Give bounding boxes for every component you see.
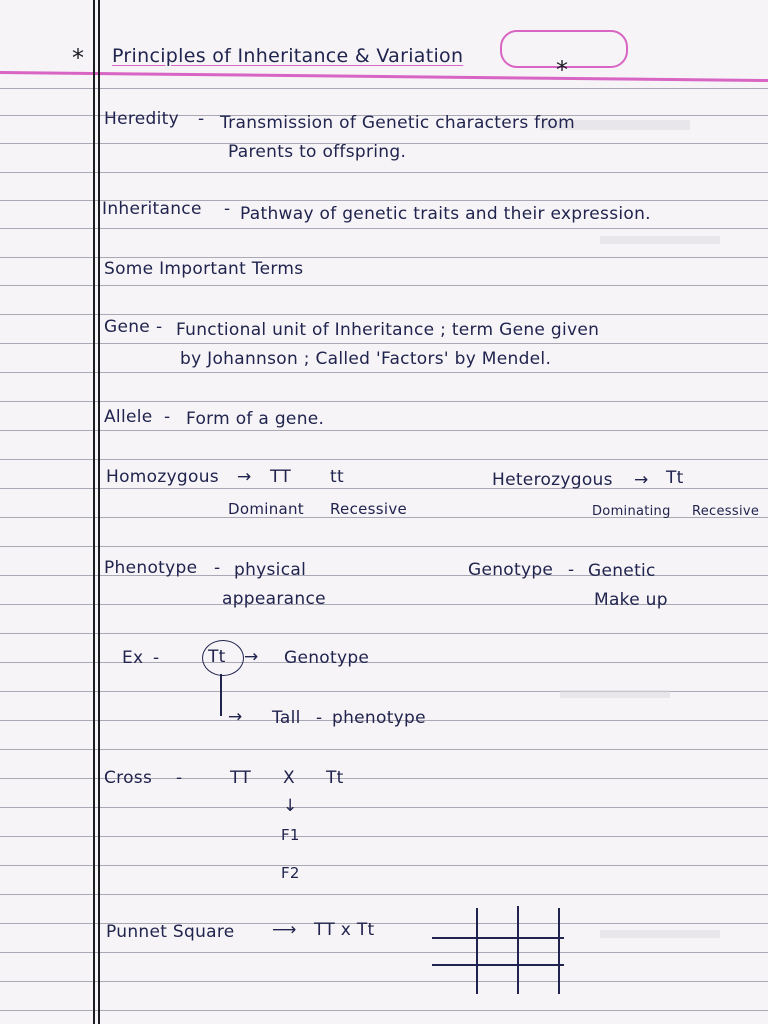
ruled-line (0, 228, 768, 229)
inheritance-definition: Pathway of genetic traits and their expression. (240, 204, 651, 224)
ruled-line (0, 401, 768, 402)
ruled-line (0, 749, 768, 750)
arrow-right-icon: → (244, 647, 259, 667)
ruled-line (0, 372, 768, 373)
grid-line (558, 908, 560, 994)
dash: - (176, 768, 183, 788)
allele-definition: Form of a gene. (186, 409, 325, 429)
dash: - (153, 648, 160, 668)
homozygous-recessive-label: Recessive (330, 500, 408, 518)
grid-line (432, 964, 564, 966)
dash: - (156, 317, 163, 337)
phenotype-definition: physical (234, 560, 307, 580)
gene-term: Gene (104, 317, 151, 337)
ruled-line (0, 488, 768, 489)
genotype-definition: Genetic (588, 561, 656, 581)
grid-line (517, 906, 519, 994)
heredity-definition-cont: Parents to offspring. (228, 142, 407, 162)
heredity-term: Heredity (104, 109, 179, 129)
example-phenotype-label: Tall (272, 708, 301, 728)
example-genotype-label: Genotype (284, 648, 370, 668)
homozygous-recessive-genotype: tt (330, 467, 344, 487)
genotype-term: Genotype (468, 560, 554, 580)
dash: - (568, 560, 575, 580)
ruled-line (0, 1010, 768, 1011)
dash: - (198, 109, 205, 129)
star-icon: * (556, 56, 568, 84)
ruled-line (0, 88, 768, 89)
dash: - (214, 558, 221, 578)
ruled-line (0, 285, 768, 286)
dash: - (224, 199, 231, 219)
homozygous-dominant-genotype: TT (270, 467, 292, 487)
ruled-line (0, 865, 768, 866)
star-icon: * (72, 44, 84, 72)
heterozygous-genotype: Tt (666, 468, 684, 488)
inheritance-term: Inheritance (102, 199, 202, 219)
example-genotype-value: Tt (208, 647, 226, 667)
ruled-line (0, 952, 768, 953)
cross-parent1: TT (230, 768, 252, 788)
heterozygous-recessive-label: Recessive (692, 504, 760, 519)
bleed-through-mark (600, 236, 720, 244)
heterozygous-label: Heterozygous (492, 470, 613, 490)
allele-term: Allele (104, 407, 153, 427)
heterozygous-dominant-label: Dominating (592, 504, 671, 519)
grid-line (432, 937, 564, 939)
pink-header-line (0, 71, 768, 82)
ruled-line (0, 343, 768, 344)
arrow-right-icon: → (228, 707, 243, 727)
homozygous-label: Homozygous (106, 467, 219, 487)
bleed-through-mark (600, 930, 720, 938)
homozygous-dominant-label: Dominant (228, 500, 304, 518)
gene-definition-cont: by Johannson ; Called 'Factors' by Mendel. (180, 349, 552, 369)
page-title: Principles of Inheritance & Variation (112, 45, 464, 67)
phenotype-definition-cont: appearance (222, 589, 326, 609)
ruled-line (0, 662, 768, 663)
grid-line (476, 908, 478, 994)
arrow-right-icon: ⟶ (272, 920, 297, 940)
cross-times: X (283, 768, 295, 788)
margin-line (93, 0, 95, 1024)
dash: - (164, 407, 171, 427)
arrow-right-icon: → (634, 470, 649, 490)
cross-label: Cross (104, 768, 153, 788)
dash: - (316, 708, 323, 728)
gene-definition: Functional unit of Inheritance ; term Gene given (176, 320, 600, 340)
ruled-line (0, 836, 768, 837)
arrow-right-icon: → (237, 467, 252, 487)
ruled-line (0, 981, 768, 982)
ruled-line (0, 459, 768, 460)
cross-f2: F2 (281, 864, 300, 882)
ruled-line (0, 894, 768, 895)
phenotype-term: Phenotype (104, 558, 198, 578)
ruled-line (0, 172, 768, 173)
bleed-through-mark (560, 690, 670, 698)
punnet-label: Punnet Square (106, 922, 235, 942)
cross-parent2: Tt (326, 768, 344, 788)
margin-line (98, 0, 100, 1024)
genotype-definition-cont: Make up (594, 590, 668, 610)
heredity-definition: Transmission of Genetic characters from (220, 113, 575, 133)
arrow-down-icon: ↓ (283, 796, 298, 816)
example-label: Ex (122, 648, 144, 668)
connector-line (220, 674, 222, 716)
ruled-line (0, 633, 768, 634)
example-phenotype-suffix: phenotype (332, 708, 426, 728)
punnet-cross: TT x Tt (314, 920, 375, 940)
ruled-line (0, 314, 768, 315)
ruled-line (0, 257, 768, 258)
ruled-line (0, 546, 768, 547)
section-heading: Some Important Terms (104, 259, 304, 279)
cross-f1: F1 (281, 826, 300, 844)
ruled-line (0, 807, 768, 808)
ruled-line (0, 430, 768, 431)
